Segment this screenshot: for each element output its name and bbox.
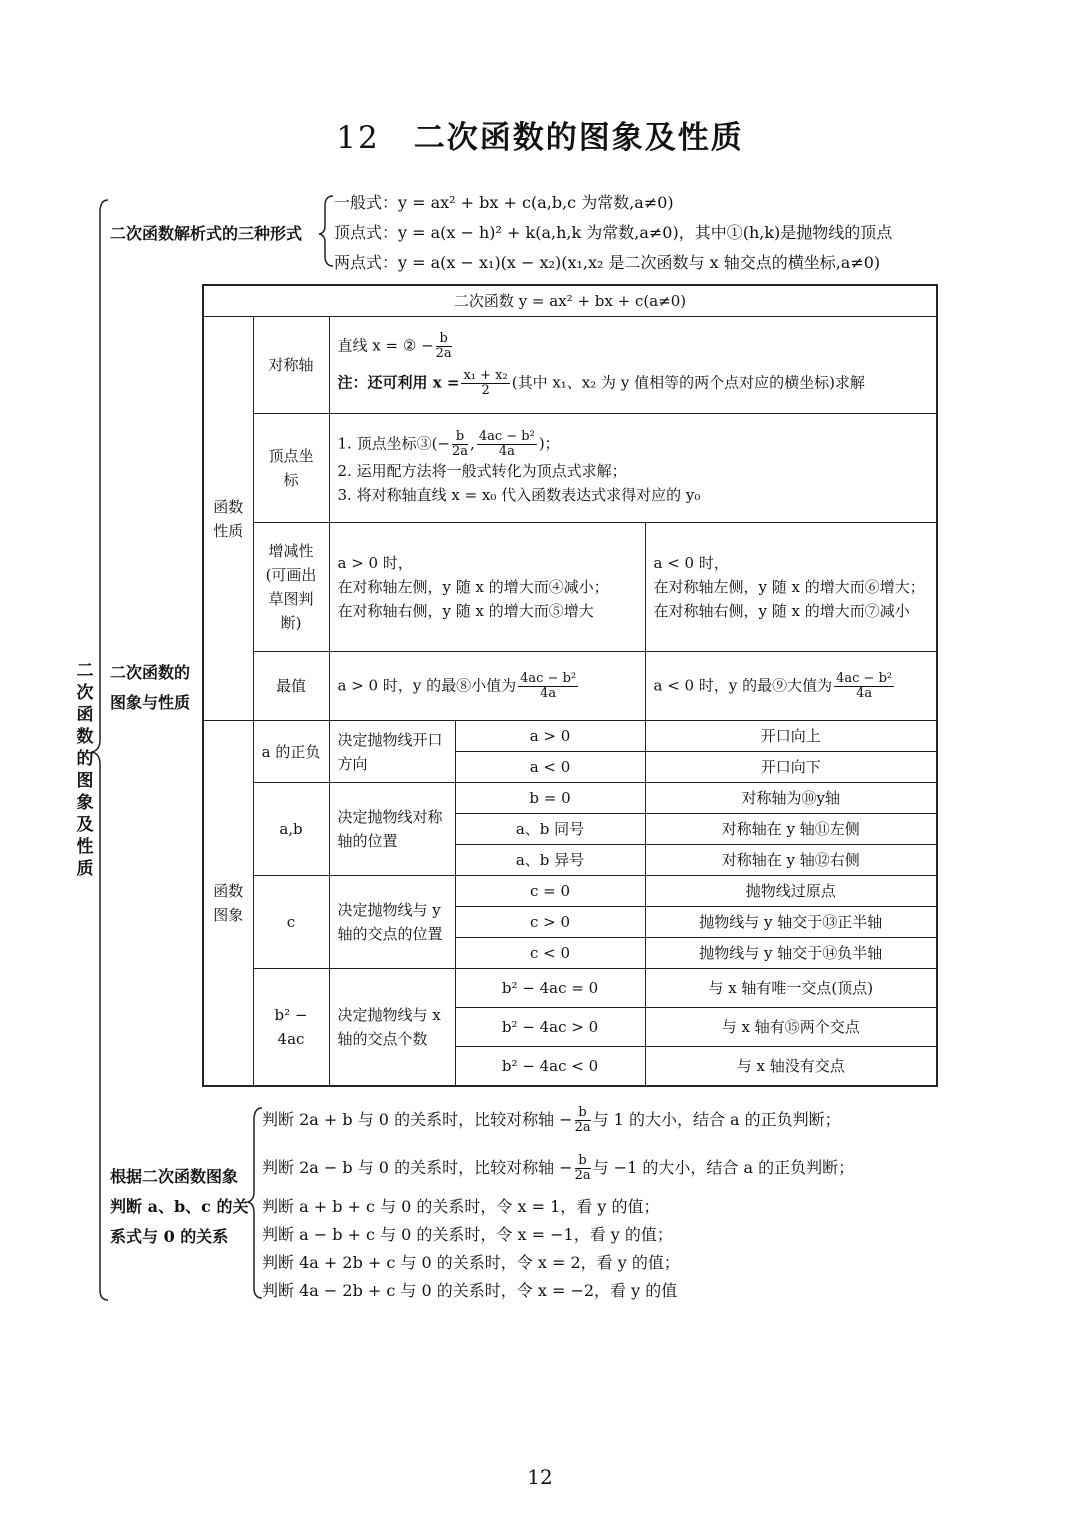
ab-result-0: 对称轴为⑩y轴: [645, 783, 937, 814]
a-sign-result-0: 开口向上: [645, 721, 937, 752]
mono-pos-l1: 在对称轴左侧，y 随 x 的增大而④减小；: [337, 578, 609, 596]
vertex-item1-post: )；: [538, 434, 560, 452]
table-label: 二次函数的图象与性质: [110, 663, 191, 712]
a-sign-cond-0: a > 0: [455, 721, 645, 752]
mono-pos-l2: 在对称轴右侧，y 随 x 的增大而⑤增大: [337, 602, 594, 620]
judge-l2-pre: 判断 2a − b 与 0 的关系时，比较对称轴 −: [262, 1158, 573, 1177]
extreme-pos-den: 4a: [540, 685, 557, 701]
vertex-label: 顶点坐标: [253, 414, 329, 523]
judge-l1-post: 与 1 的大小，结合 a 的正负判断；: [592, 1110, 841, 1129]
c-result-2: 抛物线与 y 轴交于⑭负半轴: [645, 938, 937, 969]
judge-line6: 判断 4a − 2b + c 与 0 的关系时，令 x = −2，看 y 的值: [262, 1281, 678, 1300]
c-cond-0: c = 0: [455, 876, 645, 907]
title-text: 二次函数的图象及性质: [413, 120, 744, 156]
disc-cond-0: b² − 4ac = 0: [455, 969, 645, 1008]
page-title: [0, 112, 1080, 157]
vertex-f2-num: 4ac − b²: [478, 428, 535, 444]
disc-label: b² − 4ac: [253, 969, 329, 1087]
judge-line1: [262, 1100, 841, 1140]
judge-l1-num: b: [575, 1106, 591, 1121]
c-label: c: [253, 876, 329, 969]
disc-cond-1: b² − 4ac > 0: [455, 1008, 645, 1047]
ab-result-2: 对称轴在 y 轴⑫右侧: [645, 845, 937, 876]
vertex-item2: 2. 运用配方法将一般式转化为顶点式求解；: [337, 461, 627, 480]
vertex-f1-num: b: [452, 430, 468, 445]
axis-line1: 直线 x = ② −: [337, 336, 434, 355]
disc-result-1: 与 x 轴有⑮两个交点: [645, 1008, 937, 1047]
axis-label: 对称轴: [253, 317, 329, 414]
form-general: 一般式：y = ax² + bx + c(a,b,c 为常数,a≠0): [334, 193, 674, 212]
judge-l1-den: 2a: [574, 1120, 591, 1135]
side-title: 二次函数的图象及性质: [76, 661, 94, 879]
monotonic-neg: [645, 523, 937, 652]
ab-cond-2: a、b 异号: [455, 845, 645, 876]
a-sign-result-1: 开口向下: [645, 752, 937, 783]
monotonic-pos: [329, 523, 645, 652]
a-sign-desc: 决定抛物线开口方向: [329, 721, 455, 783]
c-result-0: 抛物线过原点: [645, 876, 937, 907]
note-frac-den: 2: [481, 383, 490, 398]
c-cond-2: c < 0: [455, 938, 645, 969]
mono-pos-cond: a > 0 时，: [337, 554, 413, 572]
forms-label: 二次函数解析式的三种形式: [110, 224, 303, 243]
axis-note-post: (其中 x₁、x₂ 为 y 值相等的两个点对应的横坐标)求解: [511, 373, 865, 392]
disc-cond-2: b² − 4ac < 0: [455, 1047, 645, 1087]
vertex-f2-den: 4a: [498, 443, 515, 459]
judge-line5: 判断 4a + 2b + c 与 0 的关系时，令 x = 2，看 y 的值；: [262, 1253, 680, 1272]
mono-neg-l1: 在对称轴左侧，y 随 x 的增大而⑥增大；: [653, 578, 925, 596]
judge-line3: 判断 a + b + c 与 0 的关系时，令 x = 1，看 y 的值；: [262, 1197, 660, 1216]
mono-neg-cond: a < 0 时，: [653, 554, 729, 572]
vertex-item3: 3. 将对称轴直线 x = x₀ 代入函数表达式求得对应的 y₀: [337, 485, 701, 504]
a-sign-cond-1: a < 0: [455, 752, 645, 783]
axis-note: 注：还可利用 x =: [337, 373, 460, 392]
judge-l2-den: 2a: [574, 1168, 591, 1183]
judge-l2-post: 与 −1 的大小，结合 a 的正负判断；: [592, 1158, 855, 1177]
properties-table: [202, 284, 938, 1087]
vertex-content: 1. 顶点坐标③(− $\frac{b}{2a}$ , $\frac{\text{4ac − b²}}{4a}$ )； 2. 运用配方法将一般式转化为顶点式求解； 3. 将对称轴直线 x = x₀ 代入函数表达式求得对应的 y₀: [329, 414, 937, 523]
judge-line2: [262, 1148, 854, 1188]
extreme-pos: [329, 652, 645, 721]
extreme-neg: [645, 652, 937, 721]
extreme-neg-den: 4a: [856, 685, 873, 701]
ab-cond-1: a、b 同号: [455, 814, 645, 845]
c-result-1: 抛物线与 y 轴交于⑬正半轴: [645, 907, 937, 938]
c-desc: 决定抛物线与 y 轴的交点的位置: [329, 876, 455, 969]
c-cond-1: c > 0: [455, 907, 645, 938]
axis-frac-den: 2a: [435, 346, 452, 361]
extreme-neg-text: a < 0 时，y 的最⑨大值为: [653, 676, 833, 694]
ab-label: a,b: [253, 783, 329, 876]
group-graph: 函数图象: [203, 721, 253, 1087]
judge-l2-num: b: [575, 1154, 591, 1169]
disc-result-0: 与 x 轴有唯一交点(顶点): [645, 969, 937, 1008]
title-number: 12: [336, 120, 380, 156]
judge-line4: 判断 a − b + c 与 0 的关系时，令 x = −1，看 y 的值；: [262, 1225, 673, 1244]
form-vertex: 顶点式：y = a(x − h)² + k(a,h,k 为常数,a≠0)，其中①(h,k)是抛物线的顶点: [334, 223, 893, 242]
extreme-pos-num: 4ac − b²: [520, 670, 577, 686]
page-number: 12: [527, 1465, 553, 1489]
ab-cond-0: b = 0: [455, 783, 645, 814]
monotonic-label: 增减性(可画出草图判断): [253, 523, 329, 652]
vertex-f1-den: 2a: [452, 443, 469, 459]
group-properties: 函数性质: [203, 317, 253, 721]
disc-desc: 决定抛物线与 x 轴的交点个数: [329, 969, 455, 1087]
axis-content: [329, 317, 937, 414]
disc-result-2: 与 x 轴没有交点: [645, 1047, 937, 1087]
axis-frac-num: b: [436, 332, 452, 347]
extreme-label: 最值: [253, 652, 329, 721]
extreme-neg-num: 4ac − b²: [836, 670, 893, 686]
a-sign-label: a 的正负: [253, 721, 329, 783]
table-header: 二次函数 y = ax² + bx + c(a≠0): [203, 285, 937, 317]
note-frac-num: x₁ + x₂: [463, 368, 508, 383]
vertex-item1: 1. 顶点坐标③(−: [337, 434, 451, 452]
judge-label: 根据二次函数图象判断 a、b、c 的关系式与 0 的关系: [110, 1167, 249, 1246]
extreme-pos-text: a > 0 时，y 的最⑧小值为: [337, 676, 517, 694]
ab-desc: 决定抛物线对称轴的位置: [329, 783, 455, 876]
form-intercept: 两点式：y = a(x − x₁)(x − x₂)(x₁,x₂ 是二次函数与 x 轴交点的横坐标,a≠0): [334, 253, 881, 272]
judge-l1-pre: 判断 2a + b 与 0 的关系时，比较对称轴 −: [262, 1110, 573, 1129]
ab-result-1: 对称轴在 y 轴⑪左侧: [645, 814, 937, 845]
mono-neg-l2: 在对称轴右侧，y 随 x 的增大而⑦减小: [653, 602, 910, 620]
